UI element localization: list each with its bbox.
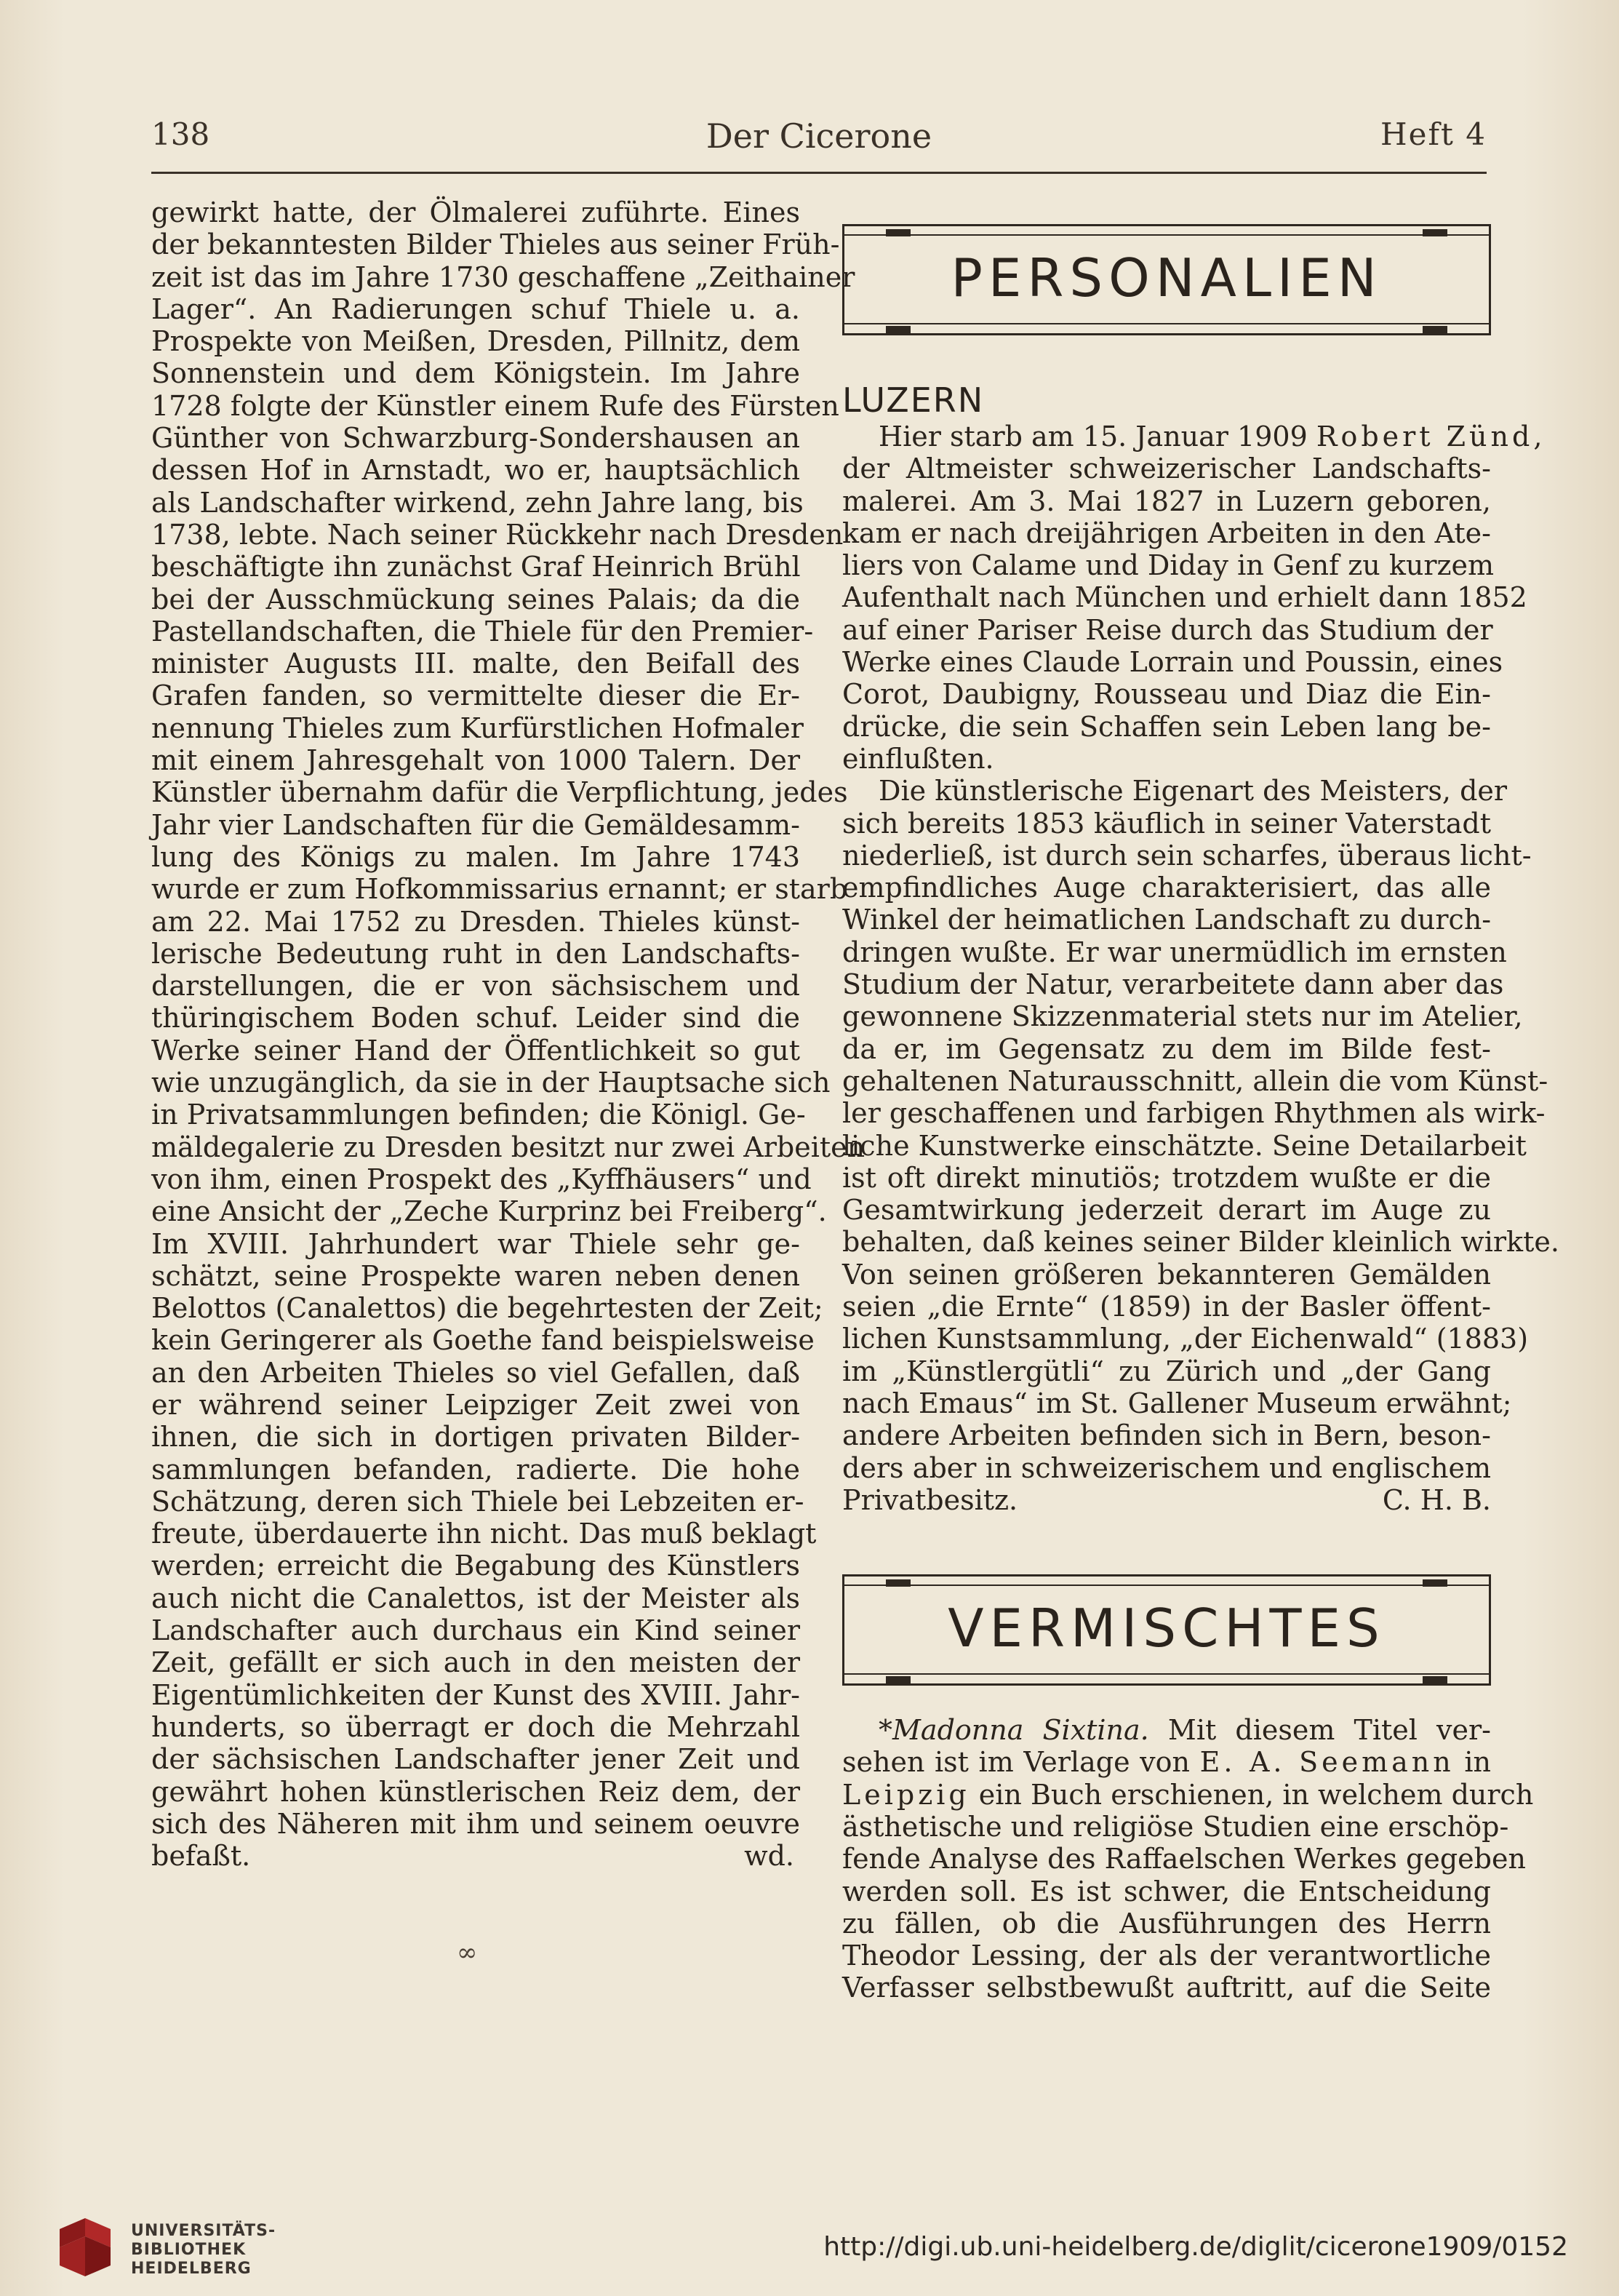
- issue-number: Heft 4: [1380, 116, 1487, 152]
- text-line: Theodor Lessing, der als der verantwortliche: [842, 1940, 1491, 1972]
- text-line: wurde er zum Hofkommissarius ernannt; er starb: [151, 873, 848, 906]
- running-head: [151, 116, 1487, 162]
- text-line: Hier starb am 15. Januar 1909 Robert Zünd,: [879, 420, 1543, 453]
- text-line: lung des Königs zu malen. Im Jahre 1743: [151, 840, 800, 873]
- text-line: Die künstlerische Eigenart des Meisters, der: [879, 775, 1508, 808]
- text-line: werden soll. Es ist schwer, die Entscheidung: [842, 1875, 1491, 1908]
- text-line: Leipzig ein Buch erschienen, in welchem durch: [842, 1778, 1534, 1811]
- section-end-ornament: ∞: [457, 1938, 478, 1967]
- text-line: Grafen fanden, so vermittelte dieser die Er-: [151, 679, 800, 712]
- text-line: sehen ist im Verlage von E. A. Seemann in: [842, 1746, 1491, 1779]
- source-url-link[interactable]: http://digi.ub.uni-heidelberg.de/diglit/cicerone1909/0152: [823, 2232, 1568, 2262]
- text-line: darstellungen, die er von sächsischem und: [151, 970, 800, 1002]
- text-line: drücke, die sein Schaffen sein Leben lang be-: [842, 710, 1491, 743]
- text-line: mit einem Jahresgehalt von 1000 Talern. Der: [151, 744, 800, 777]
- text-line: der sächsischen Landschafter jener Zeit und: [151, 1743, 800, 1776]
- text-line: bei der Ausschmückung seines Palais; da die: [151, 583, 800, 615]
- text-line: lichen Kunstsammlung, „der Eichenwald“ (1883): [842, 1323, 1529, 1355]
- text-line: andere Arbeiten befinden sich in Bern, beson-: [842, 1419, 1491, 1452]
- right-column: [842, 196, 1559, 2004]
- personalien-banner: [842, 210, 1491, 348]
- personalien-text: [842, 420, 1543, 453]
- digitization-footer: [0, 2197, 1619, 2296]
- text-line: Sonnenstein und dem Königstein. Im Jahre: [151, 357, 800, 390]
- text-line: minister Augusts III. malte, den Beifall des: [151, 647, 800, 680]
- text-line: niederließ, ist durch sein scharfes, überaus licht-: [842, 839, 1532, 872]
- library-logo-icon: [52, 2215, 118, 2280]
- text-line: gewonnene Skizzenmaterial stets nur im Atelier,: [842, 1000, 1523, 1033]
- text-line: seien „die Ernte“ (1859) in der Basler öffent-: [842, 1291, 1491, 1323]
- text-line: Jahr vier Landschaften für die Gemäldesamm-: [151, 808, 800, 841]
- text-line: Zeit, gefällt er sich auch in den meisten der: [151, 1646, 800, 1679]
- text-line: da er, im Gegensatz zu dem im Bilde fest-: [842, 1032, 1491, 1065]
- text-line: Werke seiner Hand der Öffentlichkeit so gut: [151, 1034, 800, 1067]
- item-title: *Madonna Sixtina.: [879, 1714, 1149, 1747]
- text-line: an den Arbeiten Thieles so viel Gefallen, daß: [151, 1356, 800, 1389]
- personalien-title: PERSONALIEN: [951, 247, 1383, 308]
- text-line: Günther von Schwarzburg-Sondershausen an: [151, 422, 800, 455]
- journal-title: Der Cicerone: [705, 116, 932, 156]
- text-line: Schätzung, deren sich Thiele bei Lebzeiten er-: [151, 1485, 804, 1518]
- text-line: Gesamtwirkung jederzeit derart im Auge zu: [842, 1194, 1491, 1227]
- header-rule: [151, 172, 1487, 174]
- text-line: als Landschafter wirkend, zehn Jahre lang, bis: [151, 486, 804, 519]
- text-line: Corot, Daubigny, Rousseau und Diaz die Ein-: [842, 678, 1491, 711]
- text-line: der bekanntesten Bilder Thieles aus seiner Früh-: [151, 228, 840, 261]
- text-line: gehaltenen Naturausschnitt, allein die vom Künst-: [842, 1064, 1548, 1097]
- text-line: zu fällen, ob die Ausführungen des Herrn: [842, 1907, 1491, 1940]
- text-line: Belottos (Canalettos) die begehrtesten der Zeit;: [151, 1292, 823, 1325]
- text-line: kein Geringerer als Goethe fand beispielsweise: [151, 1324, 815, 1357]
- text-line: Verfasser selbstbewußt auftritt, auf die Seite: [842, 1972, 1491, 2004]
- text-line: gewirkt hatte, der Ölmalerei zuführte. Eines: [151, 196, 800, 228]
- vermischtes-text: [842, 1714, 1534, 1811]
- text-line: hunderts, so überragt er doch die Mehrzahl: [151, 1710, 800, 1743]
- text-line: lerische Bedeutung ruht in den Landschafts-: [151, 937, 800, 970]
- author-signature: C. H. B.: [1382, 1483, 1491, 1516]
- author-signature: wd.: [744, 1840, 794, 1873]
- city-name: Leipzig: [842, 1778, 970, 1811]
- text-line: zeit ist das im Jahre 1730 geschaffene „Zeithainer: [151, 260, 855, 293]
- text-line: eine Ansicht der „Zeche Kurprinz bei Freiberg“.: [151, 1195, 827, 1228]
- text-line: *Madonna Sixtina. Mit diesem Titel ver-: [879, 1714, 1491, 1747]
- text-line: einflußten.: [842, 742, 994, 775]
- text-line: behalten, daß keines seiner Bilder kleinlich wirkte.: [842, 1226, 1559, 1259]
- text-line: von ihm, einen Prospekt des „Kyffhäusers“ und: [151, 1163, 812, 1195]
- text-line: ästhetische und religiöse Studien eine erschöp-: [842, 1810, 1509, 1843]
- text-line: dessen Hof in Arnstadt, wo er, hauptsächlich: [151, 454, 800, 487]
- text-line: gewährt hohen künstlerischen Reiz dem, der: [151, 1775, 800, 1808]
- left-column: [151, 196, 866, 1873]
- text-line: liers von Calame und Diday in Genf zu kurzem: [842, 549, 1495, 582]
- text-line: nach Emaus“ im St. Gallener Museum erwähnt;: [842, 1387, 1512, 1419]
- text-line: empfindliches Auge charakterisiert, das alle: [842, 872, 1491, 904]
- text-line: in Privatsammlungen befinden; die Königl. Ge-: [151, 1099, 806, 1131]
- text-line: Künstler übernahm dafür die Verpflichtung, jedes: [151, 776, 848, 809]
- text-line: ders aber in schweizerischem und englischem: [842, 1451, 1491, 1484]
- text-line: ihnen, die sich in dortigen privaten Bilder-: [151, 1421, 800, 1454]
- text-line: Prospekte von Meißen, Dresden, Pillnitz, dem: [151, 325, 800, 358]
- text-line: Von seinen größeren bekannteren Gemälden: [842, 1258, 1491, 1291]
- text-line: im „Künstlergütli“ zu Zürich und „der Gang: [842, 1355, 1491, 1387]
- publisher-name: E. A. Seemann: [1199, 1746, 1455, 1779]
- vermischtes-banner: [842, 1560, 1491, 1698]
- text-line: dringen wußte. Er war unermüdlich im ernsten: [842, 936, 1507, 968]
- text-line: Im XVIII. Jahrhundert war Thiele sehr ge-: [151, 1227, 800, 1260]
- text-line: Werke eines Claude Lorrain und Poussin, eines: [842, 646, 1503, 679]
- text-line: ler geschaffenen und farbigen Rhythmen als wirk-: [842, 1097, 1546, 1130]
- left-column-text: [151, 196, 866, 1840]
- left-column-closing-line: [151, 1840, 800, 1872]
- text-line: mäldegalerie zu Dresden besitzt nur zwei Arbeiten: [151, 1131, 866, 1163]
- text-line: Eigentümlichkeiten der Kunst des XVIII. Jahr-: [151, 1678, 800, 1711]
- text-line: Aufenthalt nach München und erhielt dann 1852: [842, 581, 1527, 614]
- text-line: freute, überdauerte ihn nicht. Das muß beklagt: [151, 1518, 817, 1550]
- text-line: Lager“. An Radierungen schuf Thiele u. a.: [151, 292, 800, 325]
- text-line: Pastellandschaften, die Thiele für den Premier-: [151, 615, 814, 647]
- text-line: Landschafter auch durchaus ein Kind seiner: [151, 1614, 800, 1647]
- personalien-closing-line: Privatbesitz. C. H. B.: [842, 1483, 1491, 1516]
- text-line: wie unzugänglich, da sie in der Hauptsache sich: [151, 1067, 831, 1099]
- text-line: nennung Thieles zum Kurfürstlichen Hofmaler: [151, 711, 804, 744]
- text-line: fende Analyse des Raffaelschen Werkes gegeben: [842, 1843, 1526, 1876]
- text-line: auch nicht die Canalettos, ist der Meister als: [151, 1582, 800, 1614]
- text-line: Winkel der heimatlichen Landschaft zu durch-: [842, 904, 1492, 936]
- text-line: malerei. Am 3. Mai 1827 in Luzern geboren,: [842, 485, 1491, 517]
- text-line: thüringischem Boden schuf. Leider sind die: [151, 1002, 800, 1035]
- text-line: der Altmeister schweizerischer Landschafts-: [842, 453, 1491, 485]
- closing-word: befaßt.: [151, 1840, 251, 1873]
- text-line: 1738, lebte. Nach seiner Rückkehr nach Dresden: [151, 518, 844, 551]
- text-line: beschäftigte ihn zunächst Graf Heinrich Brühl: [151, 551, 801, 583]
- vermischtes-title: VERMISCHTES: [948, 1598, 1386, 1659]
- text-line: ist oft direkt minutiös; trotzdem wußte er die: [842, 1161, 1491, 1194]
- text-line: schätzt, seine Prospekte waren neben denen: [151, 1259, 800, 1292]
- text-line: kam er nach dreijährigen Arbeiten in den Ate-: [842, 517, 1491, 549]
- text-line: er während seiner Leipziger Zeit zwei von: [151, 1388, 800, 1421]
- library-name: UNIVERSITÄTS- BIBLIOTHEK HEIDELBERG: [131, 2222, 276, 2278]
- text-line: 1728 folgte der Künstler einem Rufe des Fürsten: [151, 389, 839, 422]
- text-line: auf einer Pariser Reise durch das Studium der: [842, 613, 1493, 646]
- page-number: 138: [151, 116, 210, 152]
- text-line: liche Kunstwerke einschätzte. Seine Detailarbeit: [842, 1129, 1527, 1162]
- place-heading: LUZERN: [842, 380, 985, 420]
- text-line: werden; erreicht die Begabung des Künstlers: [151, 1550, 800, 1582]
- text-line: am 22. Mai 1752 zu Dresden. Thieles künst-: [151, 905, 800, 938]
- text-line: Studium der Natur, verarbeitete dann aber das: [842, 968, 1504, 1001]
- person-name: Robert Zünd: [1316, 420, 1534, 453]
- text-line: sich des Näheren mit ihm und seinem oeuvre: [151, 1807, 800, 1840]
- text-line: sammlungen befanden, radierte. Die hohe: [151, 1453, 800, 1486]
- text-line: sich bereits 1853 käuflich in seiner Vaterstadt: [842, 807, 1491, 840]
